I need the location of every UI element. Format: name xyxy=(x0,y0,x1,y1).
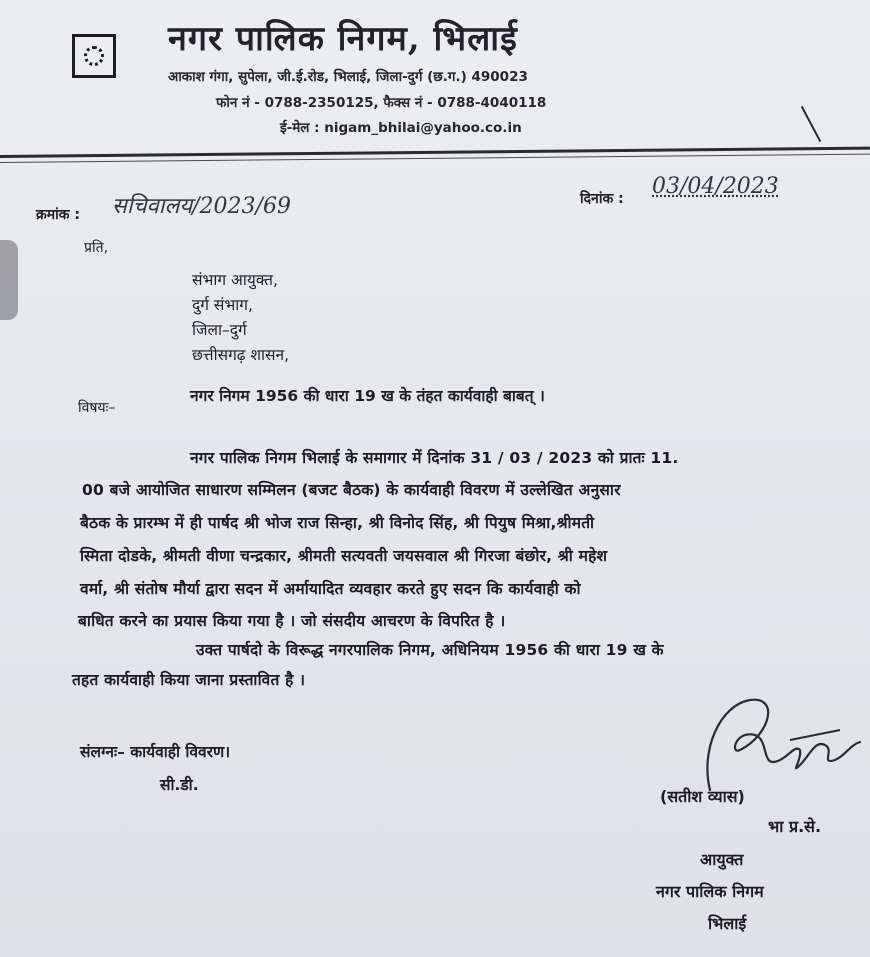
org-email: ई-मेल : nigam_bhilai@yahoo.co.in xyxy=(280,120,522,136)
emblem-icon xyxy=(72,34,116,78)
page-edge-shadow xyxy=(0,240,18,320)
recipient-line: जिला–दुर्ग xyxy=(192,321,247,339)
signatory-service: भा प्र.से. xyxy=(768,817,822,836)
ref-number: सचिवालय/2023/69 xyxy=(112,194,291,219)
body-line: बाधित करने का प्रयास किया गया है । जो संसदीय आचरण के विपरित है । xyxy=(78,612,506,630)
enclosure-item: सी.डी. xyxy=(160,776,199,794)
recipient-line: संभाग आयुक्त, xyxy=(192,271,278,289)
pen-mark xyxy=(801,106,822,142)
body-line: नगर पालिक निगम भिलाई के समागार में दिनांक 31 / 03 / 2023 को प्रातः 11. xyxy=(190,449,679,467)
body-line: 00 बजे आयोजित साधारण सम्मिलन (बजट बैठक) के कार्यवाही विवरण में उल्लेखित अनुसार xyxy=(82,481,621,499)
body-line: बैठक के प्रारम्भ में ही पार्षद श्री भोज राज सिन्हा, श्री विनोद सिंह, श्री पियुष मिश्रा,श्रीमती xyxy=(80,514,595,532)
recipient-line: दुर्ग संभाग, xyxy=(192,296,253,314)
body-line: वर्मा, श्री संतोष मौर्या द्वारा सदन में अर्मायादित व्यवहार करते हुए सदन कि कार्यवाही को xyxy=(80,580,581,598)
body-line: उक्त पार्षदो के विरूद्ध नगरपालिक निगम, अधिनियम 1956 की धारा 19 ख के xyxy=(196,641,664,659)
enclosure-label: संलग्नः– कार्यवाही विवरण। xyxy=(80,743,231,761)
date-label: दिनांक : xyxy=(580,191,624,207)
body-line: स्मिता दोडके, श्रीमती वीणा चन्द्रकार, श्रीमती सत्यवती जयसवाल श्री गिरजा बंछोर, श्री महेश xyxy=(80,547,608,565)
signatory-city: भिलाई xyxy=(708,914,747,933)
subject-text: नगर निगम 1956 की धारा 19 ख के तंहत कार्यवाही बाबत् । xyxy=(190,387,545,405)
to-label: प्रति, xyxy=(84,240,109,256)
recipient-line: छत्तीसगढ़ शासन, xyxy=(192,346,290,364)
body-line: तहत कार्यवाही किया जाना प्रस्तावित है । xyxy=(72,671,306,689)
ref-label: क्रमांक : xyxy=(36,207,80,223)
org-phone-fax: फोन नं - 0788-2350125, फैक्स नं - 0788-4040118 xyxy=(216,95,547,111)
letter-date: 03/04/2023 xyxy=(652,174,779,199)
org-title: नगर पालिक निगम, भिलाई xyxy=(168,19,518,59)
subject-label: विषयः– xyxy=(78,400,116,416)
signatory-name: (सतीश व्यास) xyxy=(660,787,745,806)
signatory-designation: आयुक्त xyxy=(700,850,744,869)
signatory-org: नगर पालिक निगम xyxy=(656,882,764,901)
org-address: आकाश गंगा, सुपेला, जी.ई.रोड, भिलाई, जिला-दुर्ग (छ.ग.) 490023 xyxy=(168,69,528,85)
letterhead xyxy=(0,0,870,170)
